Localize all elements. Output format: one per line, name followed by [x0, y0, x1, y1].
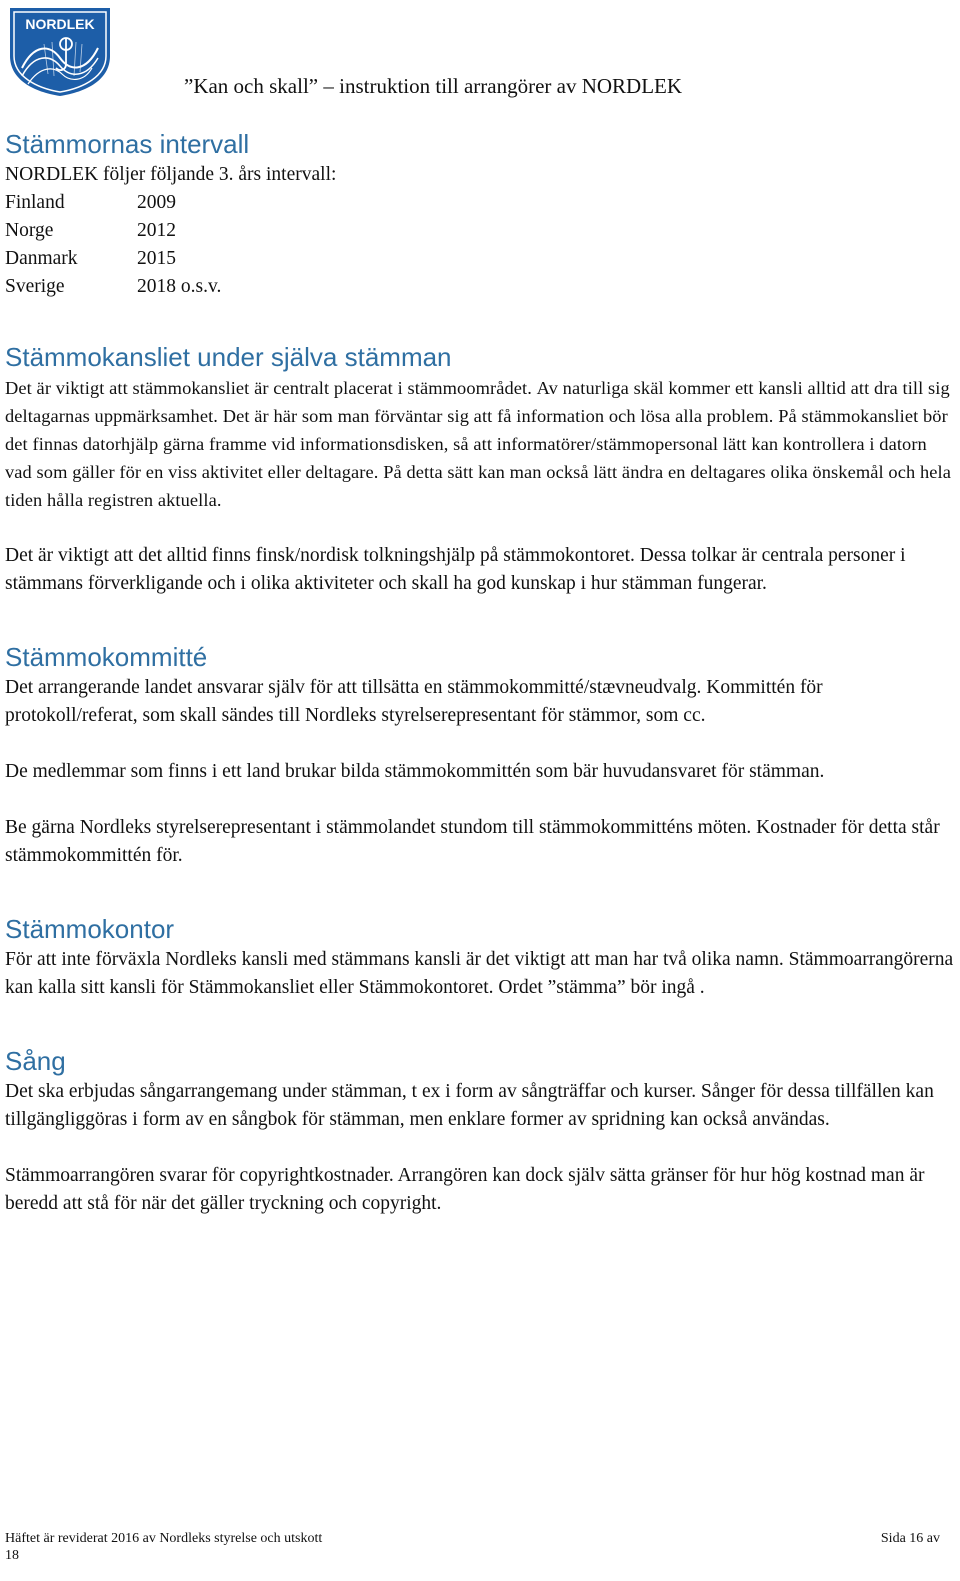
section-heading-sang: Sång — [5, 1046, 66, 1076]
sang-paragraph-2: Stämmoarrangören svarar för copyrightkostnader. Arrangören kan dock själv sätta gränser för hur hög kostnad man är beredd att stå för när det gäller tryckning och copyright. — [5, 1165, 925, 1214]
logo-wordmark: NORDLEK — [25, 16, 95, 32]
interval-country: Finland — [5, 192, 65, 213]
interval-year: 2015 — [137, 248, 176, 269]
kansliet-sentence: Av naturliga skäl kommer ett kansli alltid att dra till sig deltagarnas uppmärksamhet. — [5, 378, 950, 426]
kansliet-paragraph-1 — [5, 374, 955, 514]
document-body — [5, 128, 955, 1218]
interval-row — [5, 273, 955, 301]
interval-country: Danmark — [5, 248, 78, 269]
intervall-intro: NORDLEK följer följande 3. års intervall: — [5, 164, 337, 185]
section-heading-kommitte: Stämmokommitté — [5, 642, 208, 672]
kontor-paragraph-1: För att inte förväxla Nordleks kansli med stämmans kansli är det viktigt att man har två olika namn. Stämmoarrangörerna kan kalla sitt kansli för Stämmokansliet eller Stämmokontoret. Ordet ”stämma” bör ingå . — [5, 949, 954, 998]
footer-page-total: 18 — [5, 1548, 19, 1563]
interval-row — [5, 189, 955, 217]
kansliet-sentence: Det är viktigt att stämmokansliet är centralt placerat i stämmoområdet. — [5, 378, 532, 398]
page-footer — [5, 1530, 940, 1564]
kommitte-paragraph-2: De medlemmar som finns i ett land brukar bilda stämmokommittén som bär huvudansvaret för stämman. — [5, 761, 825, 782]
running-header-title: ”Kan och skall” – instruktion till arrangörer av NORDLEK — [184, 74, 683, 98]
kansliet-sentence: På detta sätt kan man också lätt ändra en deltagares olika önskemål och hela tiden hålla registren aktuella. — [5, 462, 951, 510]
footer-page-number: Sida 16 av — [880, 1531, 940, 1546]
section-heading-kansliet: Stämmokansliet under själva stämman — [5, 342, 452, 372]
section-heading-kontor: Stämmokontor — [5, 914, 175, 944]
kommitte-paragraph-3: Be gärna Nordleks styrelserepresentant i stämmolandet stundom till stämmokommitténs möten. Kostnader för detta står stämmokommittén för. — [5, 817, 940, 866]
kansliet-sentence: Det är här som man förväntar sig att få information och lösa alla problem. — [222, 406, 774, 426]
section-heading-intervall: Stämmornas intervall — [5, 129, 250, 159]
sang-paragraph-1: Det ska erbjudas sångarrangemang under stämman, t ex i form av sångträffar och kurser. Sånger för dessa tillfällen kan tillgängliggöras i form av en sångbok för stämman, men enklare former av spridning kan också användas. — [5, 1081, 934, 1130]
interval-year: 2018 o.s.v. — [137, 276, 222, 297]
interval-row — [5, 217, 955, 245]
nordlek-logo — [4, 4, 116, 98]
interval-year: 2012 — [137, 220, 176, 241]
interval-country: Sverige — [5, 276, 65, 297]
nordlek-emblem-icon — [4, 4, 116, 98]
kansliet-paragraph-2: Det är viktigt att det alltid finns finsk/nordisk tolkningshjälp på stämmokontoret. Dessa tolkar är centrala personer i stämmans förverkligande och i olika aktiviteter och skall ha god kunskap i hur stämman fungerar. — [5, 545, 906, 594]
interval-row — [5, 245, 955, 273]
interval-list — [5, 189, 955, 301]
interval-country: Norge — [5, 220, 54, 241]
kansliet-sentence: På stämmokansliet bör det finnas datorhjälp gärna framme vid informationsdisken, så att informatörer/stämmopersonal lätt kan kontrollera i datorn vad som gäller för en viss aktivitet eller deltagare. — [5, 406, 948, 482]
interval-year: 2009 — [137, 192, 176, 213]
kommitte-paragraph-1: Det arrangerande landet ansvarar själv för att tillsätta en stämmokommitté/stævneudvalg. Kommittén för protokoll/referat, som skall sändes till Nordleks styrelserepresentant för stämmor, som cc. — [5, 677, 823, 726]
footer-revision-note: Häftet är reviderat 2016 av Nordleks styrelse och utskott — [5, 1531, 323, 1546]
